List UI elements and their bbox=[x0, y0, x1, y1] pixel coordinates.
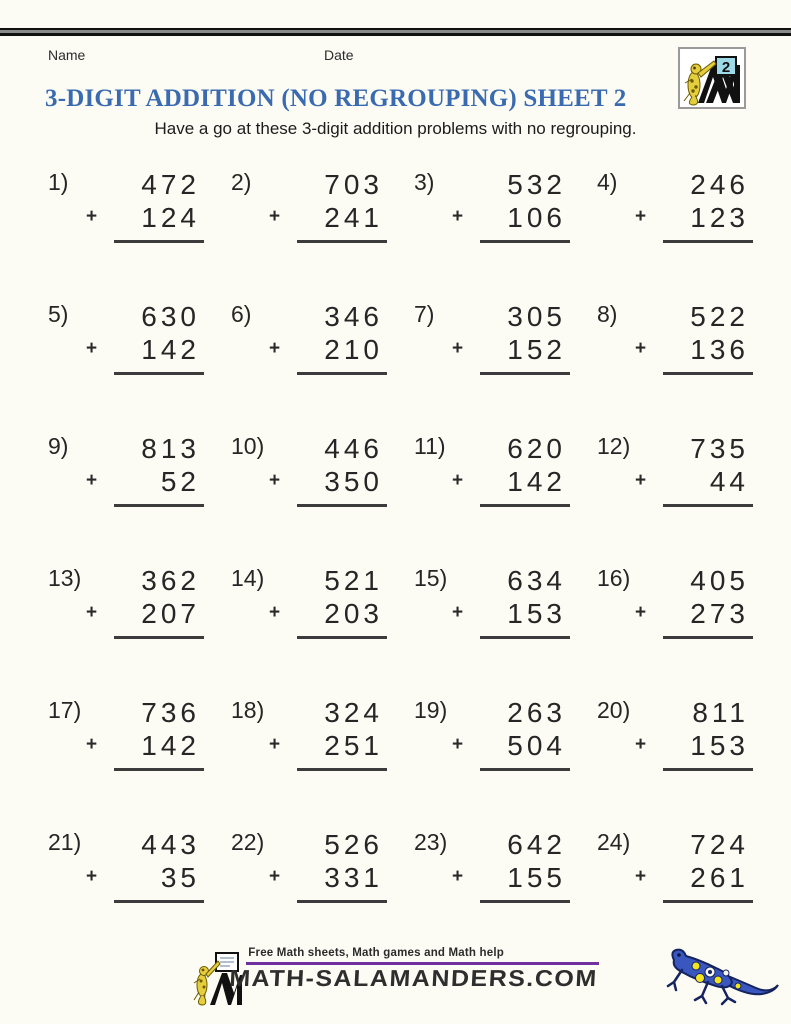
addend-top: 735 bbox=[690, 433, 749, 464]
addition-problem bbox=[48, 830, 206, 906]
addend-bottom: 241 bbox=[324, 202, 383, 234]
addend-top: 634 bbox=[507, 565, 566, 596]
addend-top: 811 bbox=[692, 697, 749, 728]
blue-salamander-image bbox=[648, 938, 780, 1018]
problem-work-area bbox=[452, 829, 570, 903]
addend-bottom: 52 bbox=[160, 466, 200, 498]
plus-sign: + bbox=[86, 866, 98, 887]
plus-sign: + bbox=[635, 734, 647, 755]
addend-bottom: 504 bbox=[507, 730, 566, 762]
answer-line bbox=[663, 331, 753, 374]
answer-line bbox=[663, 595, 753, 638]
answer-line bbox=[297, 595, 387, 638]
addition-problem bbox=[597, 170, 755, 246]
problem-number: 10) bbox=[231, 433, 265, 459]
plus-sign: + bbox=[452, 206, 464, 227]
plus-sign: + bbox=[269, 734, 281, 755]
problem-work-area bbox=[86, 565, 204, 639]
addend-top: 443 bbox=[141, 829, 200, 860]
addition-problem bbox=[597, 302, 755, 378]
problem-work-area bbox=[269, 697, 387, 771]
answer-line bbox=[480, 331, 570, 374]
answer-line bbox=[480, 859, 570, 902]
plus-sign: + bbox=[86, 206, 98, 227]
problem-number: 1) bbox=[48, 169, 69, 195]
addition-problem bbox=[414, 302, 572, 378]
problem-work-area bbox=[86, 697, 204, 771]
answer-line bbox=[480, 463, 570, 506]
problem-number: 20) bbox=[597, 697, 631, 723]
addition-problem bbox=[231, 302, 389, 378]
problem-work-area bbox=[635, 565, 753, 639]
problem-work-area bbox=[452, 169, 570, 243]
problem-work-area bbox=[635, 301, 753, 375]
plus-sign: + bbox=[635, 206, 647, 227]
answer-line bbox=[297, 331, 387, 374]
addend-top: 405 bbox=[690, 565, 749, 596]
problem-work-area bbox=[635, 829, 753, 903]
answer-line bbox=[663, 199, 753, 242]
answer-line bbox=[297, 199, 387, 242]
addition-problem bbox=[414, 170, 572, 246]
plus-sign: + bbox=[86, 734, 98, 755]
plus-sign: + bbox=[635, 470, 647, 491]
plus-sign: + bbox=[269, 470, 281, 491]
problem-number: 23) bbox=[414, 829, 448, 855]
addend-bottom: 152 bbox=[507, 334, 566, 366]
problem-work-area bbox=[269, 829, 387, 903]
problem-work-area bbox=[269, 301, 387, 375]
addend-top: 703 bbox=[324, 169, 383, 200]
answer-line bbox=[663, 859, 753, 902]
addition-problem bbox=[231, 434, 389, 510]
problem-number: 22) bbox=[231, 829, 265, 855]
plus-sign: + bbox=[452, 338, 464, 359]
addition-problem bbox=[231, 170, 389, 246]
addition-problem bbox=[48, 434, 206, 510]
addition-problem bbox=[414, 830, 572, 906]
plus-sign: + bbox=[269, 602, 281, 623]
problem-number: 7) bbox=[414, 301, 435, 327]
problem-number: 11) bbox=[414, 433, 446, 459]
problem-number: 13) bbox=[48, 565, 82, 591]
addend-top: 620 bbox=[507, 433, 566, 464]
addend-top: 324 bbox=[324, 697, 383, 728]
addition-problem bbox=[414, 434, 572, 510]
answer-line bbox=[480, 595, 570, 638]
page-title: 3-DIGIT ADDITION (NO REGROUPING) SHEET 2 bbox=[45, 85, 627, 112]
addend-top: 813 bbox=[141, 433, 200, 464]
addend-top: 472 bbox=[141, 169, 200, 200]
problem-number: 21) bbox=[48, 829, 82, 855]
answer-line bbox=[480, 199, 570, 242]
addition-problem bbox=[597, 698, 755, 774]
problem-number: 18) bbox=[231, 697, 265, 723]
addend-top: 630 bbox=[141, 301, 200, 332]
sheet-number-badge: 2 bbox=[721, 59, 731, 76]
addend-top: 446 bbox=[324, 433, 383, 464]
answer-line bbox=[114, 595, 204, 638]
addend-bottom: 350 bbox=[324, 466, 383, 498]
addend-top: 526 bbox=[324, 829, 383, 860]
answer-line bbox=[297, 859, 387, 902]
plus-sign: + bbox=[86, 470, 98, 491]
problem-work-area bbox=[269, 433, 387, 507]
footer-site-name: MATH-SALAMANDERS.COM bbox=[228, 966, 599, 992]
addition-problem bbox=[231, 698, 389, 774]
footer-tagline: Free Math sheets, Math games and Math help bbox=[246, 945, 598, 965]
addend-top: 736 bbox=[141, 697, 200, 728]
addition-problem bbox=[597, 830, 755, 906]
problem-number: 15) bbox=[414, 565, 448, 591]
top-divider-rule bbox=[0, 28, 791, 36]
addend-top: 246 bbox=[690, 169, 749, 200]
addend-bottom: 261 bbox=[690, 862, 749, 894]
problem-work-area bbox=[452, 301, 570, 375]
addend-bottom: 155 bbox=[507, 862, 566, 894]
addend-bottom: 35 bbox=[160, 862, 200, 894]
plus-sign: + bbox=[269, 338, 281, 359]
problem-work-area bbox=[86, 829, 204, 903]
plus-sign: + bbox=[86, 602, 98, 623]
addend-top: 346 bbox=[324, 301, 383, 332]
addend-bottom: 210 bbox=[324, 334, 383, 366]
addend-top: 724 bbox=[690, 829, 749, 860]
addend-bottom: 44 bbox=[709, 466, 749, 498]
addend-bottom: 273 bbox=[690, 598, 749, 630]
problem-number: 19) bbox=[414, 697, 448, 723]
addend-bottom: 153 bbox=[690, 730, 749, 762]
addend-top: 263 bbox=[507, 697, 566, 728]
addend-top: 521 bbox=[324, 565, 383, 596]
name-field-label: Name bbox=[48, 47, 86, 63]
addend-top: 305 bbox=[507, 301, 566, 332]
plus-sign: + bbox=[452, 866, 464, 887]
problem-number: 5) bbox=[48, 301, 69, 327]
problem-number: 4) bbox=[597, 169, 618, 195]
problem-work-area bbox=[269, 565, 387, 639]
addend-top: 362 bbox=[141, 565, 200, 596]
addend-bottom: 142 bbox=[141, 730, 200, 762]
plus-sign: + bbox=[269, 206, 281, 227]
plus-sign: + bbox=[635, 338, 647, 359]
addend-bottom: 207 bbox=[141, 598, 200, 630]
problem-number: 2) bbox=[231, 169, 252, 195]
addend-top: 642 bbox=[507, 829, 566, 860]
problem-number: 6) bbox=[231, 301, 252, 327]
answer-line bbox=[480, 727, 570, 770]
plus-sign: + bbox=[452, 602, 464, 623]
addend-bottom: 106 bbox=[507, 202, 566, 234]
plus-sign: + bbox=[269, 866, 281, 887]
problem-work-area bbox=[269, 169, 387, 243]
plus-sign: + bbox=[86, 338, 98, 359]
addend-bottom: 331 bbox=[324, 862, 383, 894]
answer-line bbox=[297, 463, 387, 506]
problem-number: 9) bbox=[48, 433, 69, 459]
problem-number: 3) bbox=[414, 169, 435, 195]
problem-work-area bbox=[635, 169, 753, 243]
addend-bottom: 153 bbox=[507, 598, 566, 630]
addend-bottom: 123 bbox=[690, 202, 749, 234]
plus-sign: + bbox=[635, 866, 647, 887]
answer-line bbox=[114, 727, 204, 770]
addend-top: 532 bbox=[507, 169, 566, 200]
problem-number: 12) bbox=[597, 433, 631, 459]
addend-bottom: 251 bbox=[324, 730, 383, 762]
addition-problem bbox=[597, 434, 755, 510]
problem-work-area bbox=[635, 433, 753, 507]
addend-bottom: 136 bbox=[690, 334, 749, 366]
addition-problem bbox=[48, 170, 206, 246]
addition-problem bbox=[231, 830, 389, 906]
addition-problem bbox=[48, 698, 206, 774]
problem-work-area bbox=[452, 697, 570, 771]
problem-work-area bbox=[86, 301, 204, 375]
page-subtitle: Have a go at these 3-digit addition problems with no regrouping. bbox=[154, 119, 637, 138]
date-field-label: Date bbox=[324, 47, 354, 63]
addend-bottom: 142 bbox=[507, 466, 566, 498]
problem-number: 24) bbox=[597, 829, 631, 855]
problem-number: 16) bbox=[597, 565, 631, 591]
addition-problem bbox=[48, 566, 206, 642]
problem-work-area bbox=[86, 169, 204, 243]
answer-line bbox=[297, 727, 387, 770]
addend-bottom: 142 bbox=[141, 334, 200, 366]
addend-top: 522 bbox=[690, 301, 749, 332]
addition-problem bbox=[414, 566, 572, 642]
problem-work-area bbox=[452, 565, 570, 639]
problem-number: 17) bbox=[48, 697, 82, 723]
addend-bottom: 124 bbox=[141, 202, 200, 234]
problem-work-area bbox=[635, 697, 753, 771]
problem-work-area bbox=[452, 433, 570, 507]
addition-problem bbox=[414, 698, 572, 774]
answer-line bbox=[663, 463, 753, 506]
problem-number: 14) bbox=[231, 565, 265, 591]
answer-line bbox=[663, 727, 753, 770]
addition-problem bbox=[597, 566, 755, 642]
answer-line bbox=[114, 331, 204, 374]
problem-work-area bbox=[86, 433, 204, 507]
problem-number: 8) bbox=[597, 301, 618, 327]
addend-bottom: 203 bbox=[324, 598, 383, 630]
plus-sign: + bbox=[635, 602, 647, 623]
problems-grid bbox=[48, 170, 752, 906]
addition-problem bbox=[231, 566, 389, 642]
plus-sign: + bbox=[452, 734, 464, 755]
answer-line bbox=[114, 199, 204, 242]
addition-problem bbox=[48, 302, 206, 378]
plus-sign: + bbox=[452, 470, 464, 491]
answer-line bbox=[114, 859, 204, 902]
answer-line bbox=[114, 463, 204, 506]
